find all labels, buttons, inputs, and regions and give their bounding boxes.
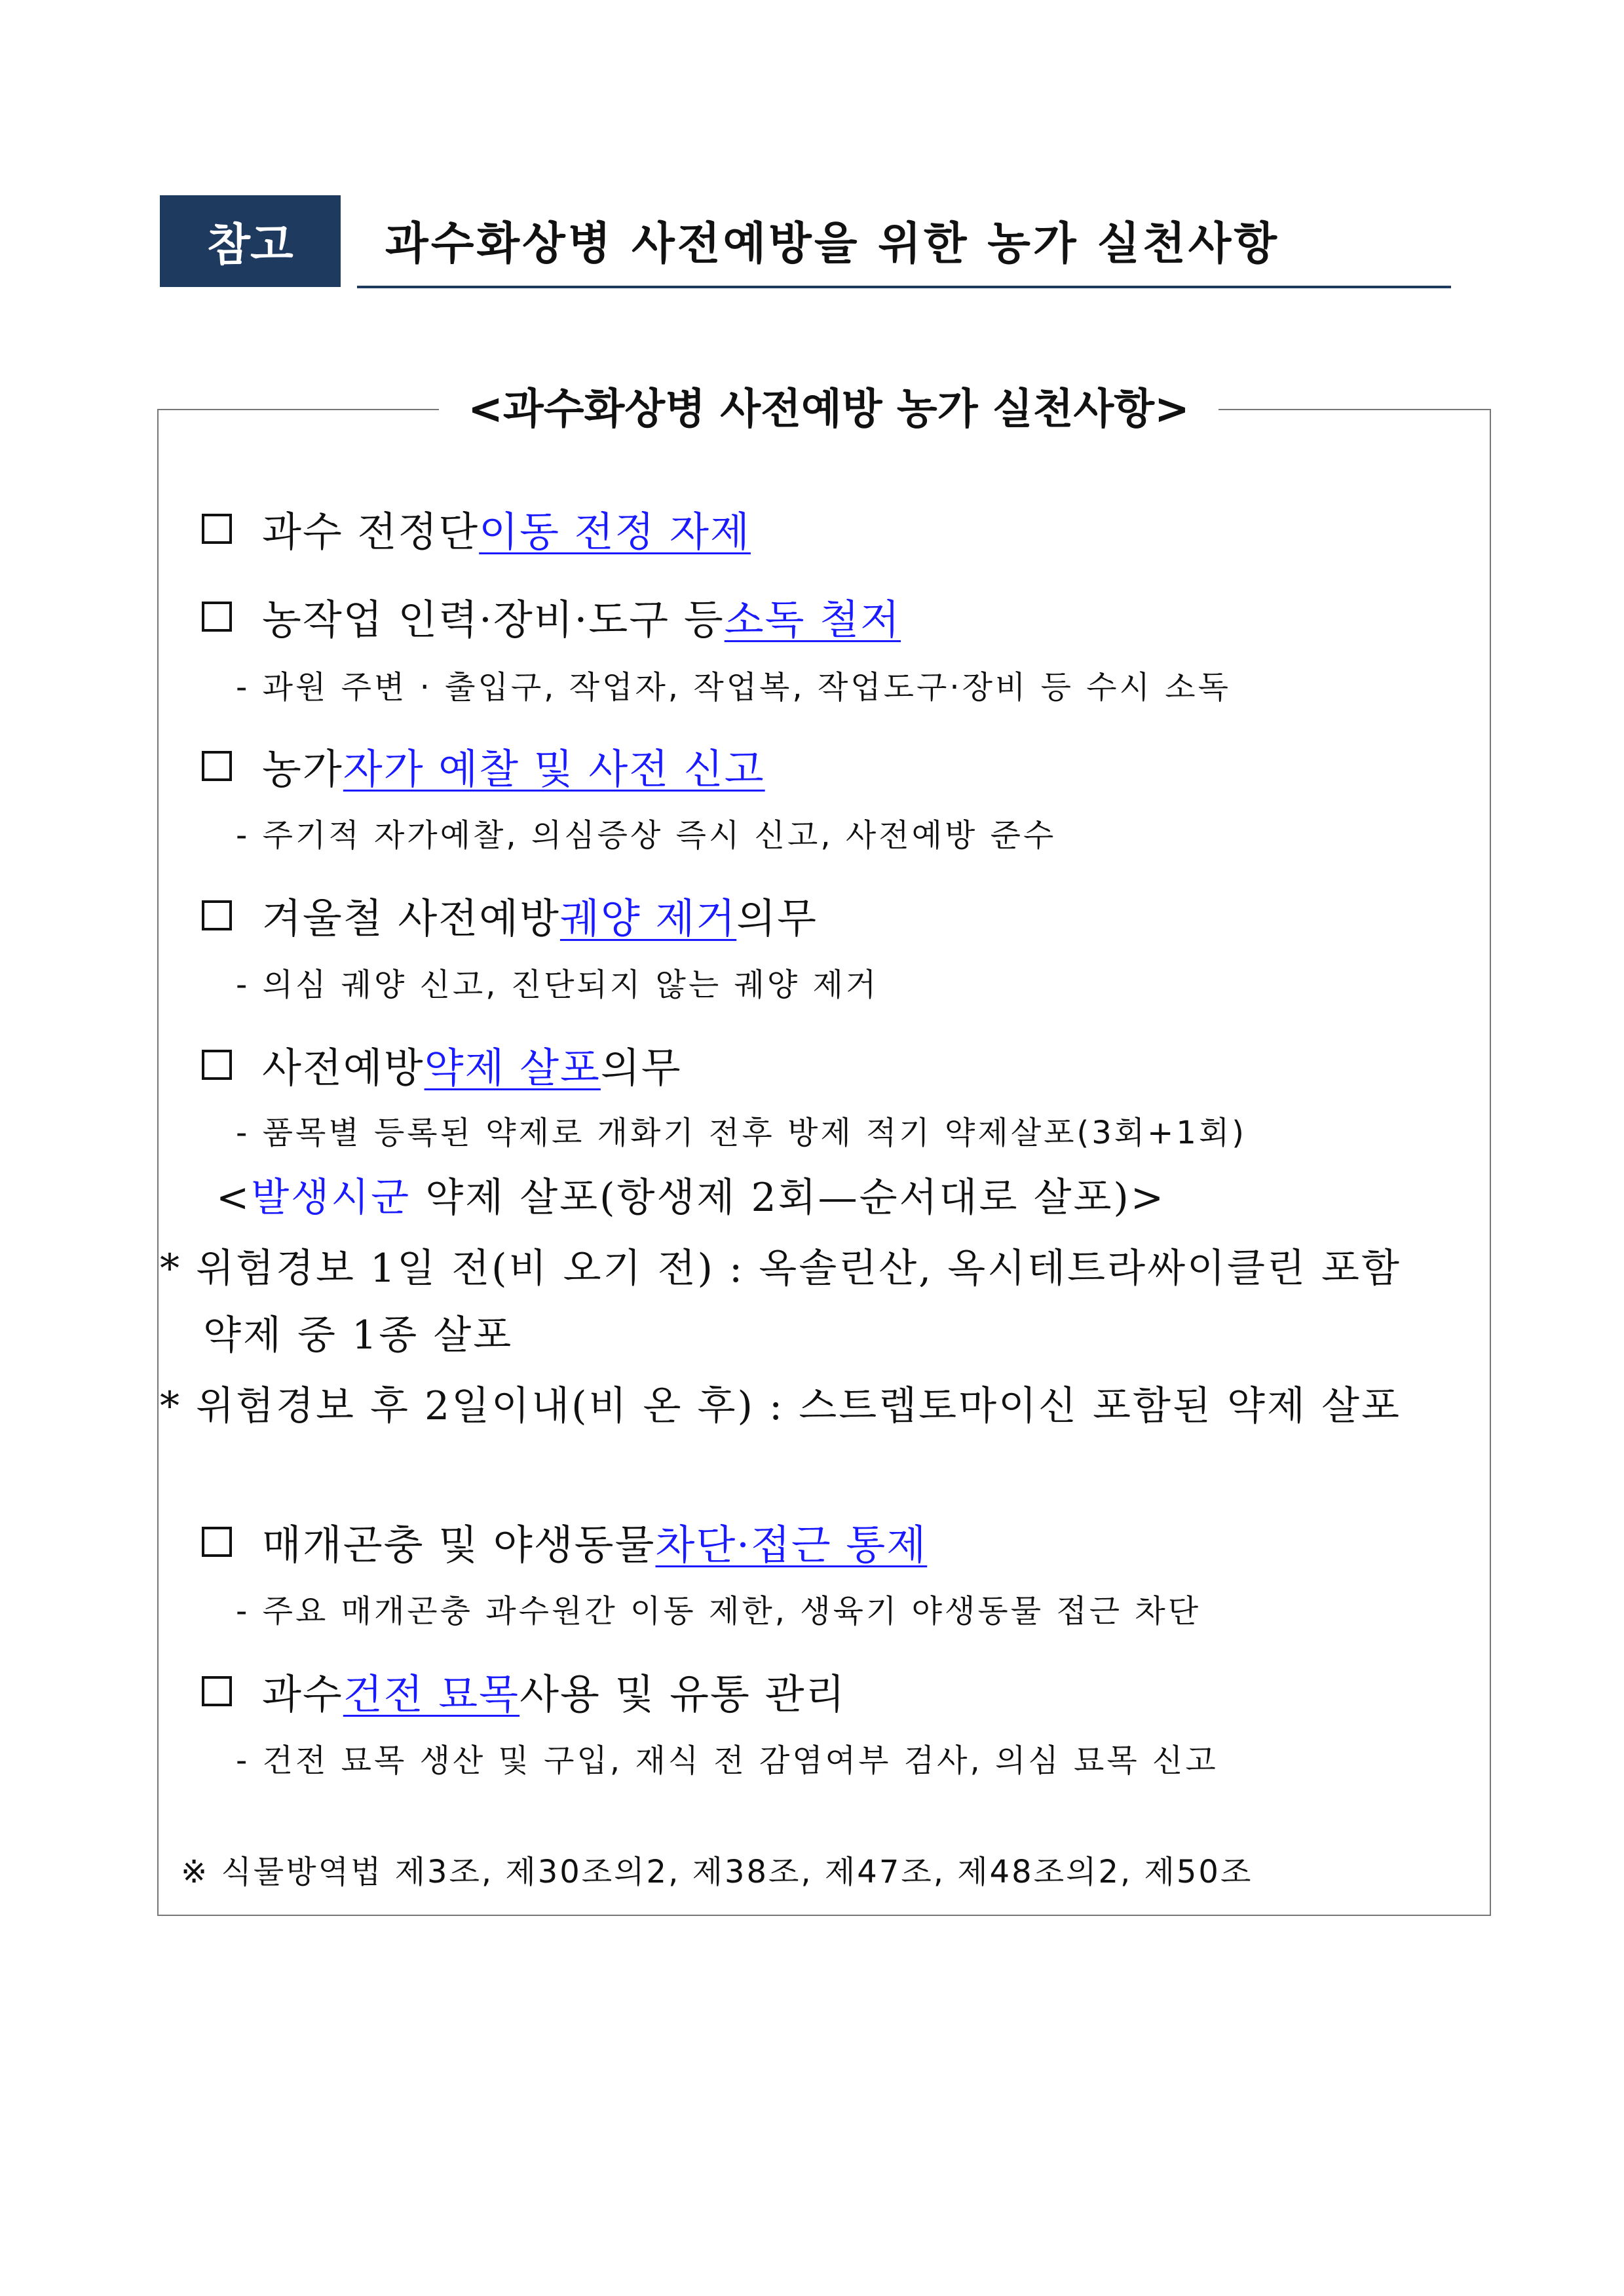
box-title: <과수화상병 사전예방 농가 실천사항> <box>439 380 1218 439</box>
checkbox-icon <box>202 1676 232 1706</box>
item-text-suffix: 의무 <box>736 894 818 942</box>
item-detail: - 주요 매개곤충 과수원간 이동 제한, 생육기 야생동물 접근 차단 <box>236 1593 1201 1630</box>
checklist-item <box>202 737 765 795</box>
item-detail: - 과원 주변 · 출입구, 작업자, 작업복, 작업도구·장비 등 수시 소독 <box>236 669 1232 706</box>
item-highlight: 이동 전정 자제 <box>479 508 751 556</box>
outbreak-note-heading <box>216 1166 1165 1223</box>
checklist-item <box>202 886 818 944</box>
page-title: 과수화상병 사전예방을 위한 농가 실천사항 <box>385 218 1280 270</box>
item-highlight: 차단·접근 통제 <box>655 1521 928 1569</box>
checklist-item <box>202 1662 846 1720</box>
checklist-item <box>202 499 751 558</box>
item-highlight: 자가 예찰 및 사전 신고 <box>343 745 765 793</box>
item-highlight: 궤양 제거 <box>559 894 737 942</box>
note-rest: 약제 살포(항생제 2회—순서대로 살포)> <box>411 1175 1166 1221</box>
note-highlight: 발생시군 <box>251 1175 411 1221</box>
warning-before-rain: * 위험경보 1일 전(비 오기 전) : 옥솔린산, 옥시테트라싸이클린 포함 <box>160 1246 1401 1292</box>
item-detail: - 건전 묘목 생산 및 구입, 재식 전 감염여부 검사, 의심 묘목 신고 <box>236 1742 1218 1779</box>
item-text: 과수 전정단 <box>262 508 480 556</box>
item-detail: - 주기적 자가예찰, 의심증상 즉시 신고, 사전예방 준수 <box>236 817 1057 854</box>
item-highlight: 건전 묘목 <box>343 1670 520 1718</box>
checkbox-icon <box>202 1050 232 1080</box>
checkbox-icon <box>202 1527 232 1557</box>
item-text: 과수 <box>262 1670 343 1718</box>
item-detail: - 의심 궤양 신고, 진단되지 않는 궤양 제거 <box>236 966 879 1003</box>
note-open: < <box>216 1175 252 1221</box>
item-text-suffix: 사용 및 유통 관리 <box>519 1670 846 1718</box>
item-text: 사전예방 <box>262 1044 425 1092</box>
checkbox-icon <box>202 514 232 544</box>
checkbox-icon <box>202 900 232 930</box>
warning-after-rain: * 위험경보 후 2일이내(비 온 후) : 스트렙토마이신 포함된 약제 살포 <box>160 1383 1401 1429</box>
item-text: 농작업 인력·장비·도구 등 <box>262 596 725 643</box>
warning-before-rain-cont: 약제 중 1종 살포 <box>203 1312 514 1358</box>
item-detail: - 품목별 등록된 약제로 개화기 전후 방제 적기 약제살포(3회+1회) <box>236 1115 1247 1151</box>
checklist-item <box>202 1512 927 1571</box>
item-text: 매개곤충 및 야생동물 <box>262 1521 656 1569</box>
item-highlight: 소독 철저 <box>724 596 901 643</box>
legal-footnote: ※ 식물방역법 제3조, 제30조의2, 제38조, 제47조, 제48조의2, 제50조 <box>181 1854 1253 1890</box>
item-text-suffix: 의무 <box>600 1044 682 1092</box>
item-text: 겨울철 사전예방 <box>262 894 560 942</box>
checkbox-icon <box>202 751 232 781</box>
item-text: 농가 <box>262 745 343 793</box>
checkbox-icon <box>202 602 232 632</box>
reference-badge: 참고 <box>160 195 341 287</box>
item-highlight: 약제 살포 <box>424 1044 601 1092</box>
checklist-item <box>202 587 901 645</box>
checklist-item <box>202 1035 682 1094</box>
title-underline <box>357 286 1451 288</box>
